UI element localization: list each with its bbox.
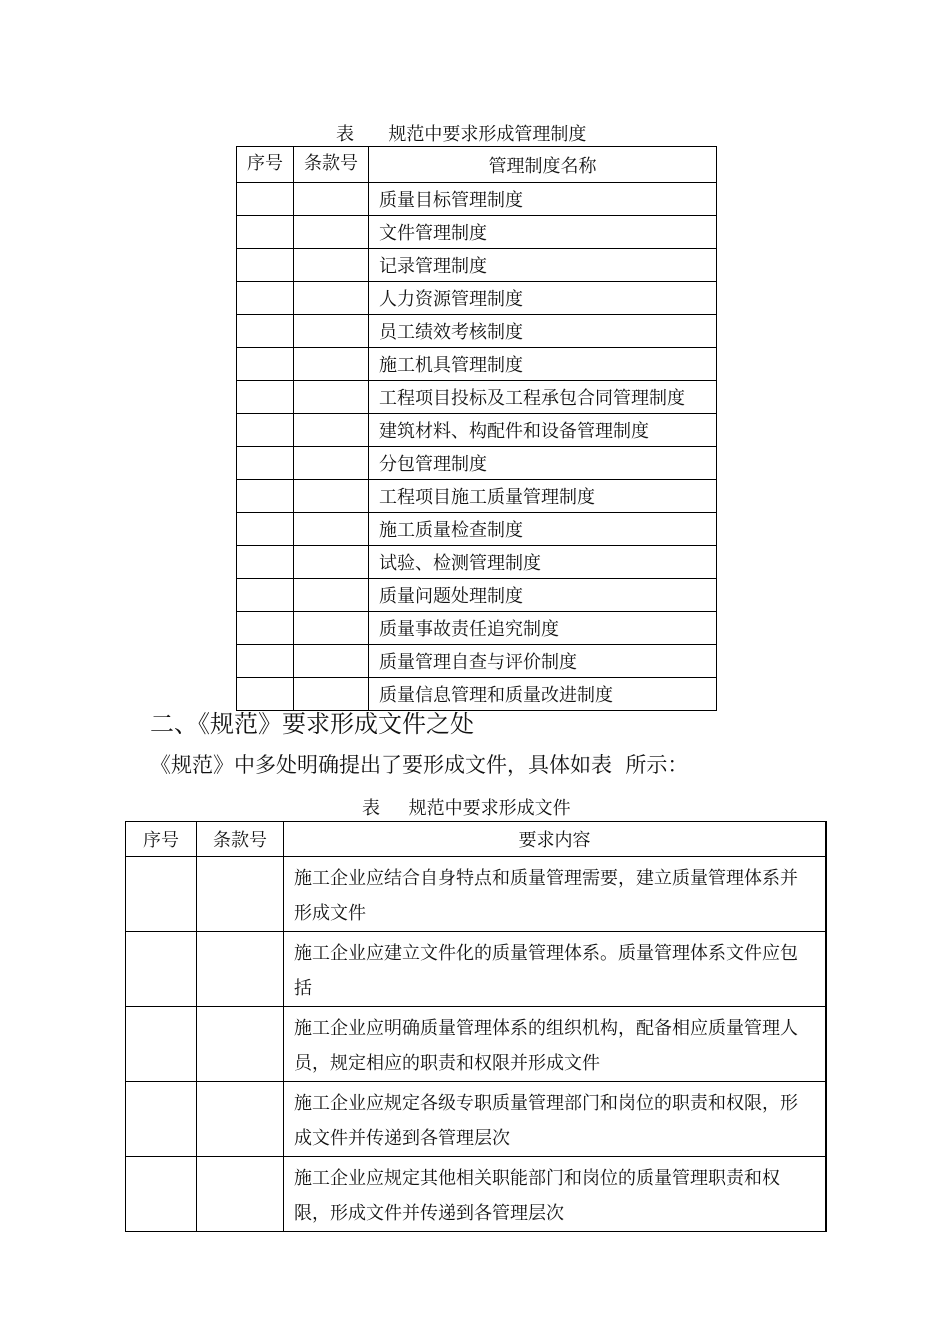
seq-cell	[237, 249, 294, 282]
table-row	[126, 1157, 827, 1232]
system-name-cell: 试验、检测管理制度	[369, 546, 717, 579]
seq-cell	[237, 315, 294, 348]
system-name-cell: 质量问题处理制度	[369, 579, 717, 612]
clause-cell	[294, 579, 369, 612]
seq-cell	[126, 1007, 197, 1082]
seq-column-header: 序号	[237, 147, 294, 183]
seq-cell	[126, 857, 197, 932]
system-name-column-header: 管理制度名称	[369, 147, 717, 183]
table-row	[237, 612, 717, 645]
clause-cell	[294, 315, 369, 348]
seq-cell	[126, 1082, 197, 1157]
system-name-cell: 施工质量检查制度	[369, 513, 717, 546]
clause-cell	[294, 381, 369, 414]
table-row	[237, 480, 717, 513]
seq-cell	[237, 513, 294, 546]
table-row	[237, 645, 717, 678]
requirement-cell: 施工企业应结合自身特点和质量管理需要，建立质量管理体系并形成文件	[284, 857, 827, 932]
clause-cell	[197, 1007, 284, 1082]
clause-cell	[294, 414, 369, 447]
table-row	[237, 513, 717, 546]
clause-cell	[197, 1157, 284, 1232]
system-name-cell: 员工绩效考核制度	[369, 315, 717, 348]
table-row	[237, 447, 717, 480]
system-name-cell: 质量目标管理制度	[369, 183, 717, 216]
table-row	[237, 579, 717, 612]
content-column-header: 要求内容	[284, 822, 827, 857]
system-name-cell: 文件管理制度	[369, 216, 717, 249]
required-documents-table	[125, 821, 827, 1232]
system-name-cell: 分包管理制度	[369, 447, 717, 480]
clause-cell	[294, 249, 369, 282]
requirement-cell: 施工企业应明确质量管理体系的组织机构，配备相应质量管理人员，规定相应的职责和权限并形成文件	[284, 1007, 827, 1082]
clause-column-header: 条款号	[294, 147, 369, 183]
table-row	[237, 282, 717, 315]
clause-cell	[294, 480, 369, 513]
table-row	[126, 1082, 827, 1157]
clause-cell	[294, 447, 369, 480]
table-row	[237, 183, 717, 216]
system-name-cell: 施工机具管理制度	[369, 348, 717, 381]
table2-caption: 表 规范中要求形成文件	[362, 798, 571, 819]
section-paragraph: 《规范》中多处明确提出了要形成文件，具体如表 所示：	[150, 753, 689, 777]
seq-cell	[126, 1157, 197, 1232]
table1-caption: 表 规范中要求形成管理制度	[336, 124, 587, 145]
seq-cell	[237, 546, 294, 579]
seq-cell	[237, 579, 294, 612]
system-name-cell: 建筑材料、构配件和设备管理制度	[369, 414, 717, 447]
requirement-cell: 施工企业应规定其他相关职能部门和岗位的质量管理职责和权限，形成文件并传递到各管理层次	[284, 1157, 827, 1232]
seq-cell	[237, 216, 294, 249]
system-name-cell: 记录管理制度	[369, 249, 717, 282]
table-row	[237, 348, 717, 381]
clause-cell	[197, 857, 284, 932]
system-name-cell: 工程项目投标及工程承包合同管理制度	[369, 381, 717, 414]
requirement-cell: 施工企业应建立文件化的质量管理体系。质量管理体系文件应包括	[284, 932, 827, 1007]
clause-column-header: 条款号	[197, 822, 284, 857]
system-name-cell: 质量信息管理和质量改进制度	[369, 678, 717, 711]
table-row	[126, 932, 827, 1007]
clause-cell	[294, 282, 369, 315]
clause-cell	[294, 348, 369, 381]
table-row	[126, 1007, 827, 1082]
clause-cell	[294, 513, 369, 546]
table-row	[126, 857, 827, 932]
system-name-cell: 人力资源管理制度	[369, 282, 717, 315]
seq-cell	[237, 348, 294, 381]
seq-cell	[237, 447, 294, 480]
clause-cell	[294, 546, 369, 579]
seq-cell	[126, 932, 197, 1007]
table-row	[237, 315, 717, 348]
clause-cell	[197, 932, 284, 1007]
seq-cell	[237, 183, 294, 216]
clause-cell	[294, 645, 369, 678]
clause-cell	[294, 216, 369, 249]
table-header-row	[237, 147, 717, 183]
seq-cell	[237, 480, 294, 513]
table-row	[237, 216, 717, 249]
table-header-row	[126, 822, 827, 857]
management-systems-table	[236, 146, 717, 711]
seq-column-header: 序号	[126, 822, 197, 857]
seq-cell	[237, 645, 294, 678]
clause-cell	[197, 1082, 284, 1157]
system-name-cell: 工程项目施工质量管理制度	[369, 480, 717, 513]
requirement-cell: 施工企业应规定各级专职质量管理部门和岗位的职责和权限，形成文件并传递到各管理层次	[284, 1082, 827, 1157]
table-row	[237, 249, 717, 282]
table-row	[237, 414, 717, 447]
clause-cell	[294, 612, 369, 645]
seq-cell	[237, 414, 294, 447]
section-heading: 二、《规范》要求形成文件之处	[150, 710, 474, 738]
system-name-cell: 质量事故责任追究制度	[369, 612, 717, 645]
seq-cell	[237, 381, 294, 414]
system-name-cell: 质量管理自查与评价制度	[369, 645, 717, 678]
seq-cell	[237, 282, 294, 315]
clause-cell	[294, 183, 369, 216]
table-row	[237, 546, 717, 579]
table-row	[237, 381, 717, 414]
seq-cell	[237, 612, 294, 645]
